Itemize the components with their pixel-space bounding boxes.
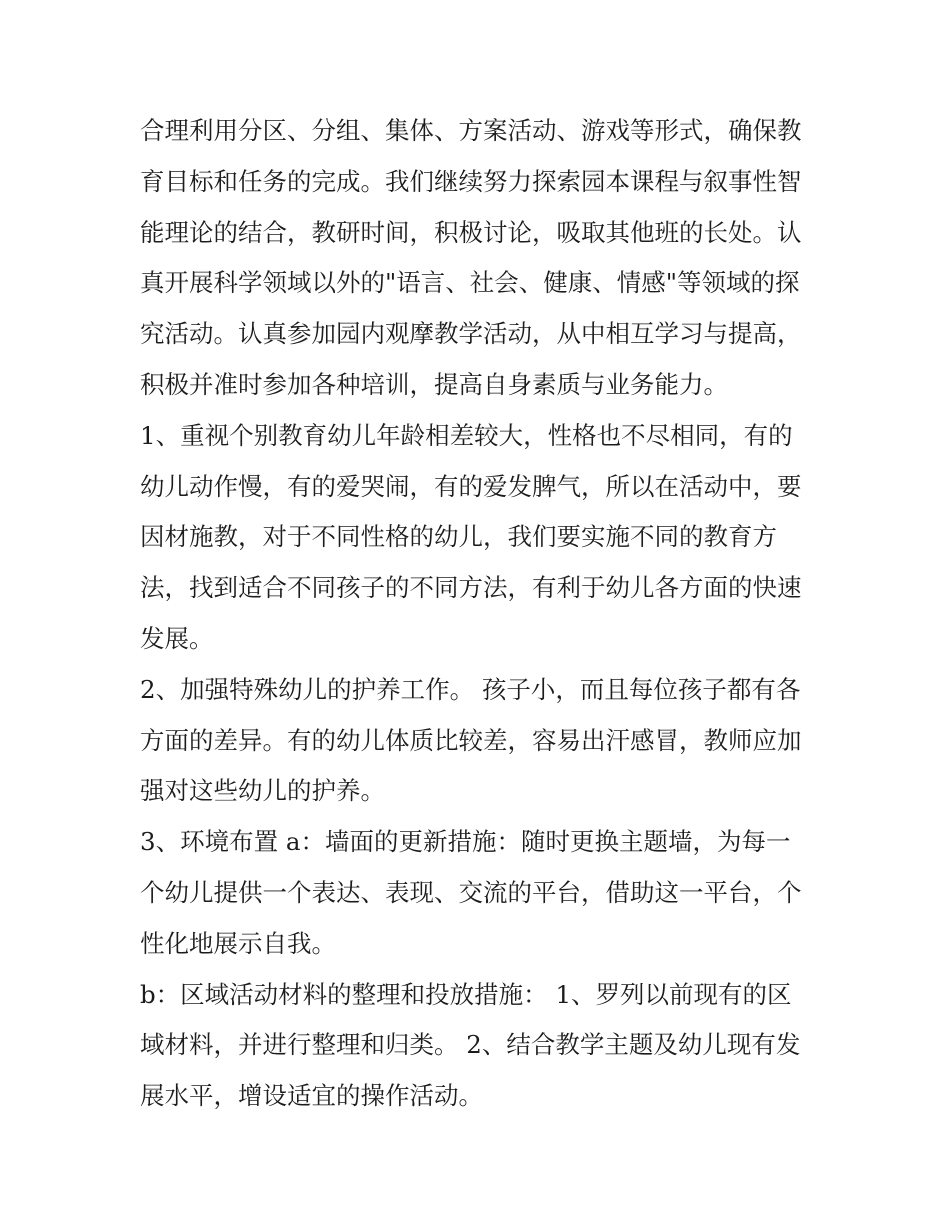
text-line: 幼儿动作慢，有的爱哭闹，有的爱发脾气，所以在活动中，要	[140, 471, 802, 501]
text-line: 积极并准时参加各种培训，提高自身素质与业务能力。	[140, 369, 728, 399]
text-line: 3、环境布置 a：墙面的更新措施：随时更换主题墙，为每一	[140, 827, 791, 857]
text-line: 个幼儿提供一个表达、表现、交流的平台，借助这一平台，个	[140, 877, 802, 907]
text-line: 方面的差异。有的幼儿体质比较差，容易出汗感冒，教师应加	[140, 725, 802, 755]
text-line: 合理利用分区、分组、集体、方案活动、游戏等形式，确保教	[140, 116, 802, 145]
text-line: 究活动。认真参加园内观摩教学活动，从中相互学习与提高，	[140, 319, 802, 349]
text-line: 法，找到适合不同孩子的不同方法，有利于幼儿各方面的快速	[140, 573, 802, 603]
text-line: 强对这些幼儿的护养。	[140, 776, 385, 806]
text-line: 因材施教，对于不同性格的幼儿，我们要实施不同的教育方	[140, 522, 777, 552]
text-line: 展水平，增设适宜的操作活动。	[140, 1081, 483, 1111]
text-line: 真开展科学领域以外的"语言、社会、健康、情感"等领域的探	[140, 268, 800, 298]
text-line: 发展。	[140, 623, 214, 653]
text-line: b：区域活动材料的整理和投放措施： 1、罗列以前现有的区	[140, 979, 792, 1009]
text-line: 2、加强特殊幼儿的护养工作。 孩子小，而且每位孩子都有各	[140, 674, 801, 704]
text-line: 育目标和任务的完成。我们继续努力探索园本课程与叙事性智	[140, 166, 802, 196]
text-line: 域材料，并进行整理和归类。 2、结合教学主题及幼儿现有发	[140, 1030, 801, 1060]
text-line: 能理论的结合，教研时间，积极讨论，吸取其他班的长处。认	[140, 217, 802, 247]
text-line: 1、重视个别教育幼儿年龄相差较大，性格也不尽相同，有的	[140, 420, 793, 450]
text-line: 性化地展示自我。	[140, 928, 336, 958]
document-body	[140, 106, 820, 1122]
